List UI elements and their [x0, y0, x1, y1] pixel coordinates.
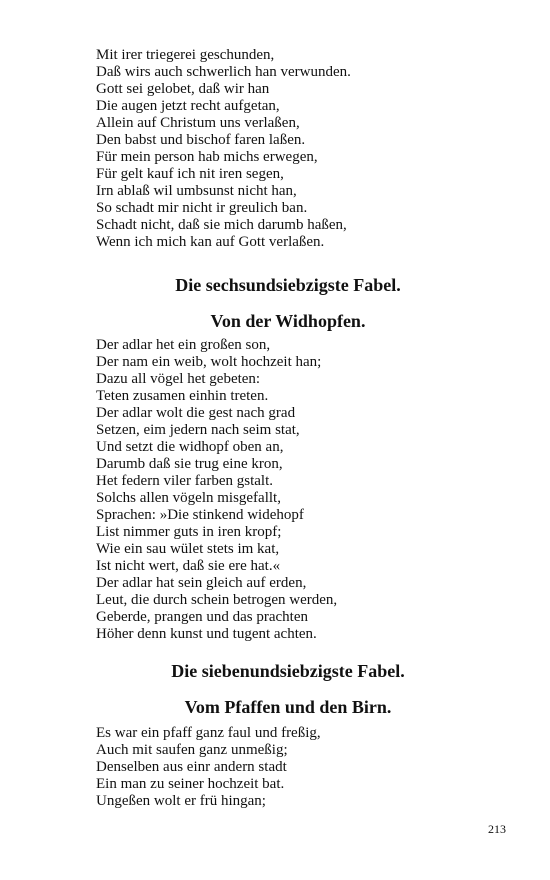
verse-line: Für gelt kauf ich nit iren segen,	[96, 166, 284, 182]
verse-line: Der adlar hat sein gleich auf erden,	[96, 575, 307, 591]
verse-line: Den babst und bischof faren laßen.	[96, 132, 306, 148]
verse-line: Solchs allen vögeln misgefallt,	[96, 490, 281, 506]
verse-line: Die augen jetzt recht aufgetan,	[96, 98, 280, 114]
verse-line: Ein man zu seiner hochzeit bat.	[96, 776, 285, 792]
fable-76-number-heading: Die sechsundsiebzigste Fabel.	[175, 275, 401, 295]
fable-77-title-heading: Vom Pfaffen und den Birn.	[184, 697, 392, 717]
fable-76-title-heading: Von der Widhopfen.	[210, 311, 366, 331]
verse-line: Schadt nicht, daß sie mich darumb haßen,	[96, 217, 347, 233]
fable-76-poem	[96, 337, 496, 643]
verse-line: Und setzt die widhopf oben an,	[96, 439, 284, 455]
verse-line: Es war ein pfaff ganz faul und freßig,	[96, 725, 321, 741]
verse-line: Darumb daß sie trug eine kron,	[96, 456, 283, 472]
verse-line: Ungeßen wolt er frü hingan;	[96, 793, 266, 809]
fable-77-poem	[96, 725, 496, 810]
verse-line: Irn ablaß wil umbsunst nicht han,	[96, 183, 297, 199]
verse-line: Het federn viler farben gstalt.	[96, 473, 274, 489]
verse-line: Für mein person hab michs erwegen,	[96, 149, 318, 165]
verse-line: Höher denn kunst und tugent achten.	[96, 626, 317, 642]
verse-line: Daß wirs auch schwerlich han verwunden.	[96, 64, 351, 80]
verse-line: Wenn ich mich kan auf Gott verlaßen.	[96, 234, 325, 250]
verse-line: So schadt mir nicht ir greulich ban.	[96, 200, 308, 216]
verse-line: Leut, die durch schein betrogen werden,	[96, 592, 338, 608]
verse-line: Sprachen: »Die stinkend widehopf	[96, 507, 304, 523]
verse-line: Dazu all vögel het gebeten:	[96, 371, 261, 387]
poem-continuation	[96, 47, 496, 251]
verse-line: Setzen, eim jedern nach seim stat,	[96, 422, 300, 438]
verse-line: Der nam ein weib, wolt hochzeit han;	[96, 354, 322, 370]
verse-line: Denselben aus einr andern stadt	[96, 759, 287, 775]
verse-line: Gott sei gelobet, daß wir han	[96, 81, 270, 97]
verse-line: Geberde, prangen und das prachten	[96, 609, 308, 625]
verse-line: List nimmer guts in iren kropf;	[96, 524, 282, 540]
verse-line: Wie ein sau wület stets im kat,	[96, 541, 280, 557]
verse-line: Der adlar het ein großen son,	[96, 337, 271, 353]
verse-line: Allein auf Christum uns verlaßen,	[96, 115, 300, 131]
page-number: 213	[488, 822, 506, 836]
fable-77-number-heading: Die siebenundsiebzigste Fabel.	[171, 661, 405, 681]
verse-line: Der adlar wolt die gest nach grad	[96, 405, 296, 421]
verse-line: Mit irer triegerei geschunden,	[96, 47, 275, 63]
verse-line: Ist nicht wert, daß sie ere hat.«	[96, 558, 281, 574]
verse-line: Teten zusamen einhin treten.	[96, 388, 269, 404]
verse-line: Auch mit saufen ganz unmeßig;	[96, 742, 288, 758]
